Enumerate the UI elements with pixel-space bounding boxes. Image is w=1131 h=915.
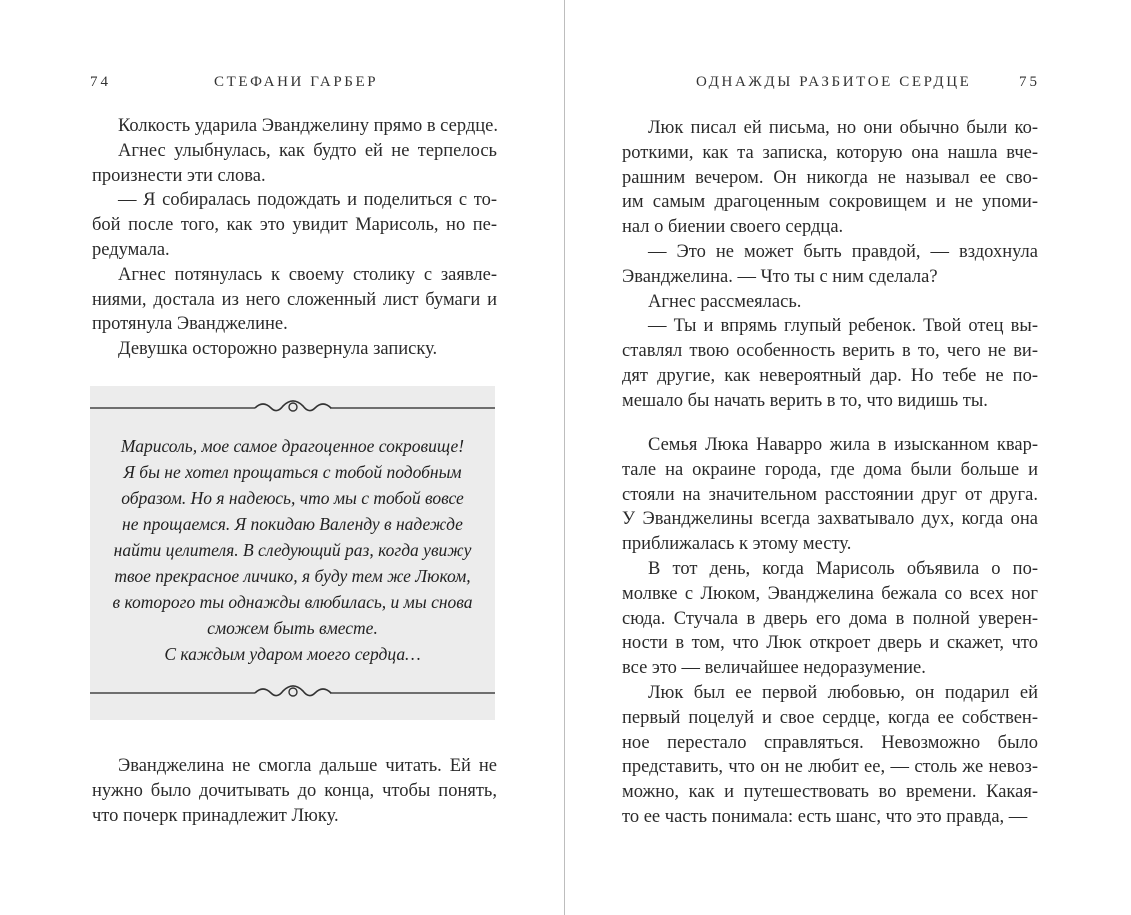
text-line: мешало бы начать верить в то, что видишь ты. <box>622 390 988 411</box>
text-line: нужно было дочитывать до конца, чтобы понять, <box>92 780 497 801</box>
text-line: дят другие, как невероятный дар. Но тебе не по- <box>622 365 1038 386</box>
text-line: представить, что он не любит ее, — столь же невоз- <box>622 757 1038 778</box>
text-line: бой после того, как это увидит Марисоль, но пе- <box>92 215 497 236</box>
letter-line: образом. Но я надеюсь, что мы с тобой вовсе <box>121 488 464 508</box>
text-line: ниями, достала из него сложенный лист бумаги и <box>92 289 497 310</box>
text-line: Колкость ударила Эванджелину прямо в сердце. <box>118 116 498 136</box>
body-text-bottom <box>92 754 497 828</box>
running-head-title: ОДНАЖДЫ РАЗБИТОЕ СЕРДЦЕ <box>696 74 972 90</box>
text-line: все это — величайшее недоразумение. <box>622 658 926 679</box>
left-page <box>0 0 565 915</box>
text-line: ставлял твою особенность верить в то, чего не ви- <box>622 341 1038 362</box>
text-line: Девушка осторожно развернула записку. <box>118 339 438 360</box>
text-line: что почерк принадлежит Люку. <box>92 805 339 826</box>
text-line: можно, как и путешествовать во времени. Какая- <box>622 782 1038 803</box>
page-number: 74 <box>90 74 111 90</box>
text-line: ное перестало справляться. Невозможно было <box>622 732 1038 753</box>
letter-line: твое прекрасное личико, я буду тем же Люком, <box>114 566 471 586</box>
text-line: Люк писал ей письма, но они обычно были ко- <box>648 118 1038 138</box>
ornament-divider-icon <box>90 398 495 418</box>
text-line: редумала. <box>92 239 170 260</box>
body-text-top <box>622 116 1038 414</box>
ornament-divider-icon <box>90 683 495 703</box>
letter-line: Марисоль, мое самое драгоценное сокровище! <box>120 436 465 456</box>
letter-line: С каждым ударом моего сердца… <box>164 644 421 664</box>
letter-line: Я бы не хотел прощаться с тобой подобным <box>123 462 462 482</box>
text-line: Эванджелина. — Что ты с ним сделала? <box>622 266 938 287</box>
letter-line: в которого ты однажды влюбилась, и мы снова <box>112 592 473 612</box>
letter-line: не прощаемся. Я покидаю Валенду в надежде <box>122 514 463 534</box>
text-line: — Это не может быть правдой, — вздохнула <box>648 241 1038 262</box>
text-line: Агнес рассмеялась. <box>648 291 802 312</box>
text-line: произнести эти слова. <box>92 165 266 186</box>
page-gutter <box>564 0 565 915</box>
text-line: роткими, как та записка, которую она нашла вче- <box>622 142 1038 163</box>
text-line: протянула Эванджелине. <box>92 314 288 335</box>
running-head-author: СТЕФАНИ ГАРБЕР <box>214 74 379 90</box>
letter-note <box>90 386 495 720</box>
text-line: стояли на значительном расстоянии друг от друга. <box>622 484 1038 505</box>
text-line: первый поцелуй и свое сердце, когда ее собствен- <box>622 707 1038 728</box>
right-page <box>566 0 1131 915</box>
text-line: то ее часть понимала: есть шанс, что это правда, — <box>622 806 1028 827</box>
page-number: 75 <box>1019 74 1040 90</box>
body-text-bottom <box>622 433 1038 830</box>
text-line: — Я собиралась подождать и поделиться с то- <box>118 190 497 211</box>
letter-text <box>90 433 495 667</box>
text-line: В тот день, когда Марисоль объявила о по- <box>648 558 1038 579</box>
text-line: Эванджелина не смогла дальше читать. Ей не <box>118 756 497 776</box>
text-line: приближалась к этому месту. <box>622 534 852 555</box>
text-line: тале на окраине города, где дома были больше и <box>622 459 1038 480</box>
text-line: — Ты и впрямь глупый ребенок. Твой отец вы- <box>648 316 1038 337</box>
text-line: рашним вечером. Он никогда не называл ее сво- <box>622 167 1038 188</box>
text-line: нал о биении своего сердца. <box>622 217 844 238</box>
letter-line: сможем быть вместе. <box>207 618 378 638</box>
text-line: У Эванджелины всегда захватывало дух, когда она <box>622 509 1038 530</box>
text-line: Люк был ее первой любовью, он подарил ей <box>648 682 1038 703</box>
letter-line: найти целителя. В следующий раз, когда увижу <box>113 540 472 560</box>
text-line: Семья Люка Наварро жила в изысканном квар- <box>648 435 1038 455</box>
text-line: ности в том, что Люк откроет дверь и скажет, что <box>622 633 1038 654</box>
text-line: молвке с Люком, Эванджелина бежала со всех ног <box>622 583 1038 604</box>
text-line: Агнес потянулась к своему столику с заявле- <box>118 264 497 285</box>
text-line: сюда. Стучала в дверь его дома в полной уверен- <box>622 608 1038 629</box>
text-line: Агнес улыбнулась, как будто ей не терпелось <box>118 140 497 161</box>
text-line: им самым драгоценным сокровищем и не упоми- <box>622 192 1038 213</box>
body-text-top <box>92 114 497 362</box>
